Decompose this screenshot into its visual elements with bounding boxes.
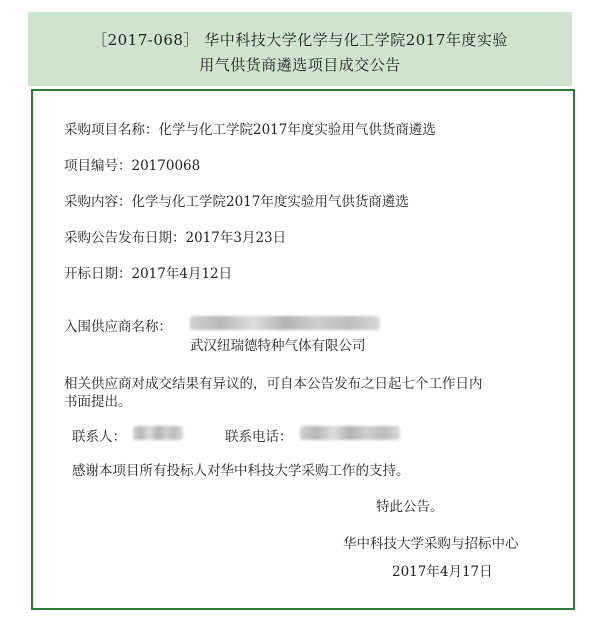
procurement-content: 采购内容：化学与化工学院2017年度实验用气供货商遴选: [64, 194, 409, 210]
bid-opening-date: 开标日期：2017年4月12日: [64, 266, 233, 282]
redacted-phone-number: [300, 426, 400, 440]
thanks-text: 感谢本项目所有投标人对华中科技大学采购工作的支持。: [72, 463, 410, 479]
project-name: 采购项目名称：化学与化工学院2017年度实验用气供货商遴选: [64, 122, 436, 138]
supplier-label: 入围供应商名称：: [64, 319, 172, 335]
publish-date: 采购公告发布日期：2017年3月23日: [64, 230, 287, 246]
supplier-name: 武汉纽瑞德特种气体有限公司: [190, 338, 366, 354]
objection-text-line-2: 书面提出。: [64, 394, 132, 410]
contact-label: 联系人：: [72, 429, 126, 445]
title-line-2: 用气供货商遴选项目成交公告: [199, 56, 401, 74]
issuer-name: 华中科技大学采购与招标中心: [343, 536, 519, 552]
project-number: 项目编号：20170068: [64, 158, 201, 174]
redacted-supplier-name: [190, 316, 380, 330]
redacted-contact-name: [133, 426, 183, 440]
phone-label: 联系电话：: [225, 429, 293, 445]
announcement-header: [28, 12, 572, 86]
notice-text: 特此公告。: [376, 499, 444, 515]
issue-date: 2017年4月17日: [392, 564, 493, 580]
title-line-1: ［2017-068］ 华中科技大学化学与化工学院2017年度实验: [92, 31, 508, 49]
objection-text-line-1: 相关供应商对成交结果有异议的，可自本公告发布之日起七个工作日内: [64, 376, 483, 392]
